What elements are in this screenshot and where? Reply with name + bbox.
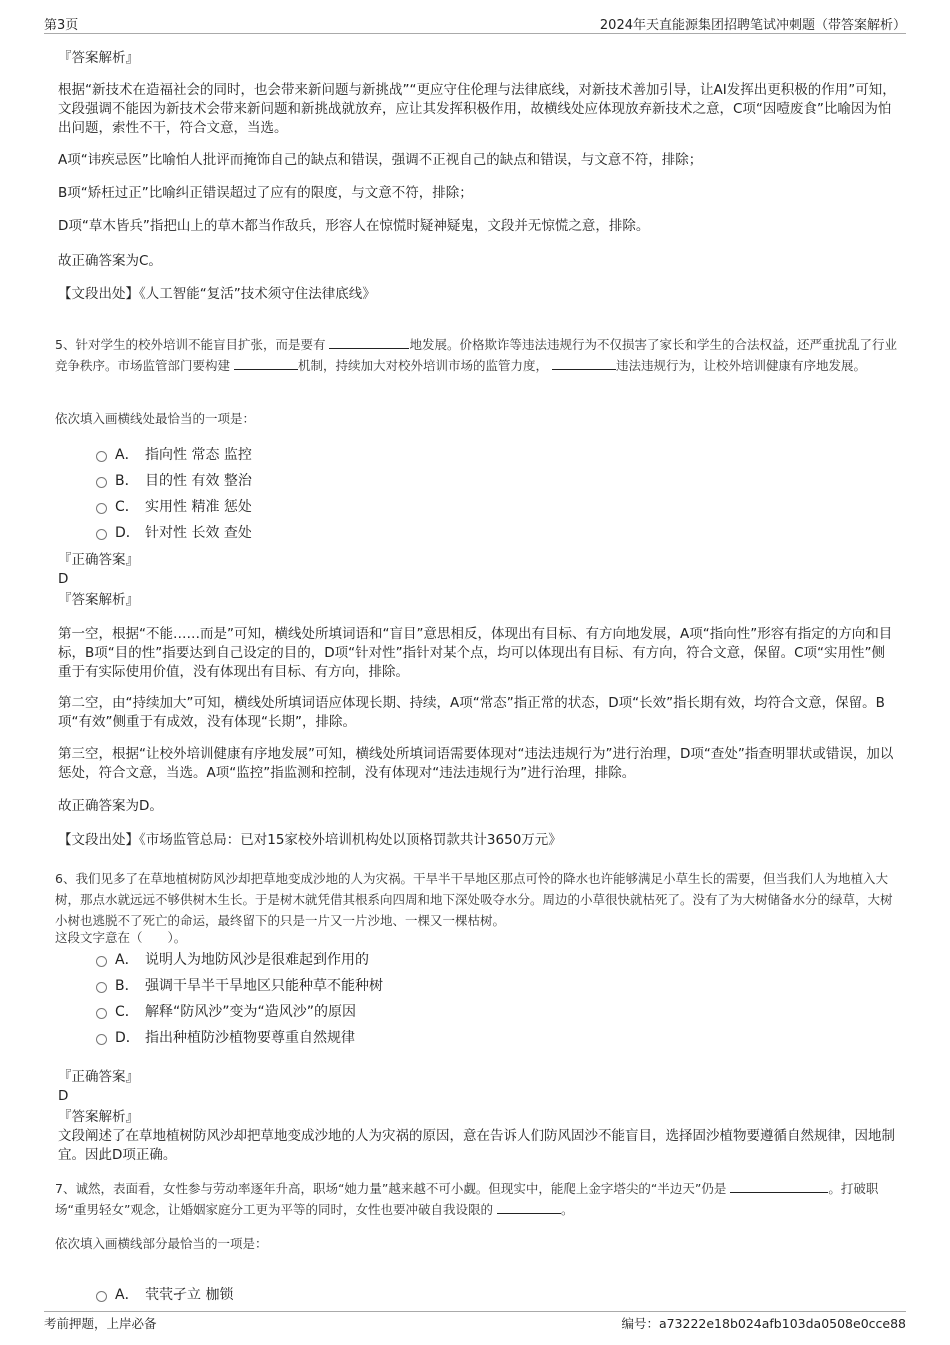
- q5-analysis-para: 第三空，根据“让校外培训健康有序地发展”可知，横线处所填词语需要体现对“违法违规行为”进行治理，D项“查处”指查明罪状或错误，加以惩处，符合文意，当选。A项“监控”指监测和控制，没有体现对“违法违规行为”进行治理，排除。: [58, 746, 894, 781]
- footer-slogan: 考前押题，上岸必备: [44, 1316, 157, 1331]
- q5-answer-label: 『正确答案』: [58, 552, 139, 568]
- radio-icon[interactable]: [96, 477, 107, 488]
- q5-prompt: 依次填入画横线处最恰当的一项是：: [55, 411, 256, 426]
- q6-prompt: 这段文字意在（ ）。: [55, 930, 187, 945]
- q7-option-a[interactable]: A． 茕茕孑立 枷锁: [96, 1284, 233, 1304]
- q5-option-c[interactable]: C． 实用性 精准 惩处: [96, 496, 252, 516]
- q7-prompt: 依次填入画横线部分最恰当的一项是：: [55, 1236, 268, 1251]
- q6-analysis-label: 『答案解析』: [58, 1109, 139, 1125]
- radio-icon[interactable]: [96, 1291, 107, 1302]
- q6-option-a[interactable]: A． 说明人为地防风沙是很难起到作用的: [96, 949, 369, 969]
- q5-source: 【文段出处】《市场监管总局：已对15家校外培训机构处以顶格罚款共计3650万元》: [58, 832, 562, 848]
- q5-answer: D: [58, 571, 69, 587]
- q6-option-d[interactable]: D． 指出种植防沙植物要尊重自然规律: [96, 1027, 355, 1047]
- q6-answer: D: [58, 1088, 69, 1104]
- q6-answer-label: 『正确答案』: [58, 1069, 139, 1085]
- q4-analysis-label: 『答案解析』: [58, 50, 139, 66]
- footer-divider: [44, 1311, 906, 1312]
- q6-analysis: 文段阐述了在草地植树防风沙却把草地变成沙地的人为灾祸的原因，意在告诉人们防风固沙不能盲目，选择固沙植物要遵循自然规律，因地制宜。因此D项正确。: [58, 1128, 895, 1163]
- q4-source: 【文段出处】《人工智能“复活”技术须守住法律底线》: [58, 286, 376, 302]
- q5-option-b[interactable]: B． 目的性 有效 整治: [96, 470, 252, 490]
- radio-icon[interactable]: [96, 529, 107, 540]
- header-divider: [44, 33, 906, 34]
- q6-stem: 6、我们见多了在草地植树防风沙却把草地变成沙地的人为灾祸。干旱半干旱地区那点可怜的降水也许能够满足小草生长的需要，但当我们人为地植入大树，那点水就远远不够供树木生长。于是树木就凭借其根系向四周和地下深处吸夺水分。周边的小草很快就枯死了。没有了为大树储备水分的绿草，大树小树也逃脱不了死亡的命运，最终留下的只是一片又一片沙地、一棵又一棵枯树。: [55, 871, 893, 928]
- radio-icon[interactable]: [96, 503, 107, 514]
- page-number: 第3页: [44, 18, 79, 33]
- q5-analysis-para: 故正确答案为D。: [58, 798, 163, 814]
- q5-option-a[interactable]: A． 指向性 常态 监控: [96, 444, 252, 464]
- q4-analysis-para: 根据“新技术在造福社会的同时，也会带来新问题与新挑战”“更应守住伦理与法律底线，对新技术善加引导，让AI发挥出更积极的作用”可知，文段强调不能因为新技术会带来新问题和新挑战就放弃，应让其发挥积极作用，故横线处应体现放弃新技术之意，C项“因噎废食”比喻因为怕出问题，索性不干，符合文意，当选。: [58, 82, 896, 136]
- radio-icon[interactable]: [96, 1008, 107, 1019]
- q4-analysis-para: 故正确答案为C。: [58, 253, 162, 269]
- q5-analysis-para: 第一空，根据“不能……而是”可知，横线处所填词语和“盲目”意思相反，体现出有目标、有方向地发展，A项“指向性”形容有指定的方向和目标，B项“目的性”指要达到自己设定的目的，D项“针对性”指针对某个点，均可以体现出有目标、有方向，符合文意，保留。C项“实用性”侧重于有实际使用价值，没有体现出有目标、有方向，排除。: [58, 626, 893, 680]
- document-id: 编号：a73222e18b024afb103da0508e0cce88: [621, 1316, 906, 1331]
- q6-option-c[interactable]: C． 解释“防风沙”变为“造风沙”的原因: [96, 1001, 356, 1021]
- q5-analysis-para: 第二空，由“持续加大”可知，横线处所填词语应体现长期、持续，A项“常态”指正常的状态，D项“长效”指长期有效，均符合文意，保留。B项“有效”侧重于有成效，没有体现“长期”，排除。: [58, 695, 885, 730]
- radio-icon[interactable]: [96, 1034, 107, 1045]
- document-title: 2024年天直能源集团招聘笔试冲刺题（带答案解析）: [599, 18, 906, 33]
- q4-analysis-para: B项“矫枉过正”比喻纠正错误超过了应有的限度，与文意不符，排除；: [58, 185, 473, 201]
- q5-analysis-label: 『答案解析』: [58, 592, 139, 608]
- radio-icon[interactable]: [96, 451, 107, 462]
- radio-icon[interactable]: [96, 982, 107, 993]
- q6-option-b[interactable]: B． 强调干旱半干旱地区只能种草不能种树: [96, 975, 383, 995]
- q4-analysis-para: A项“讳疾忌医”比喻怕人批评而掩饰自己的缺点和错误，强调不正视自己的缺点和错误，与文意不符，排除；: [58, 152, 703, 168]
- q7-stem: 7、诚然，表面看，女性参与劳动率逐年升高，职场“她力量”越来越不可小觑。但现实中，能爬上金字塔尖的“半边天”仍是 。打破职场“重男轻女”观念，让婚姻家庭分工更为平等的同时，女性也要冲破自我设限的 。: [55, 1181, 879, 1217]
- q4-analysis-para: D项“草木皆兵”指把山上的草木都当作敌兵，形容人在惊慌时疑神疑鬼，文段并无惊慌之意，排除。: [58, 218, 650, 234]
- q5-stem: 5、针对学生的校外培训不能盲目扩张，而是要有 地发展。价格欺诈等违法违规行为不仅损害了家长和学生的合法权益，还严重扰乱了行业竞争秩序。市场监管部门要构建 机制，持续加大对校外培训市场的监管力度， 违法违规行为，让校外培训健康有序地发展。: [55, 337, 897, 373]
- q5-option-d[interactable]: D． 针对性 长效 查处: [96, 522, 252, 542]
- radio-icon[interactable]: [96, 956, 107, 967]
